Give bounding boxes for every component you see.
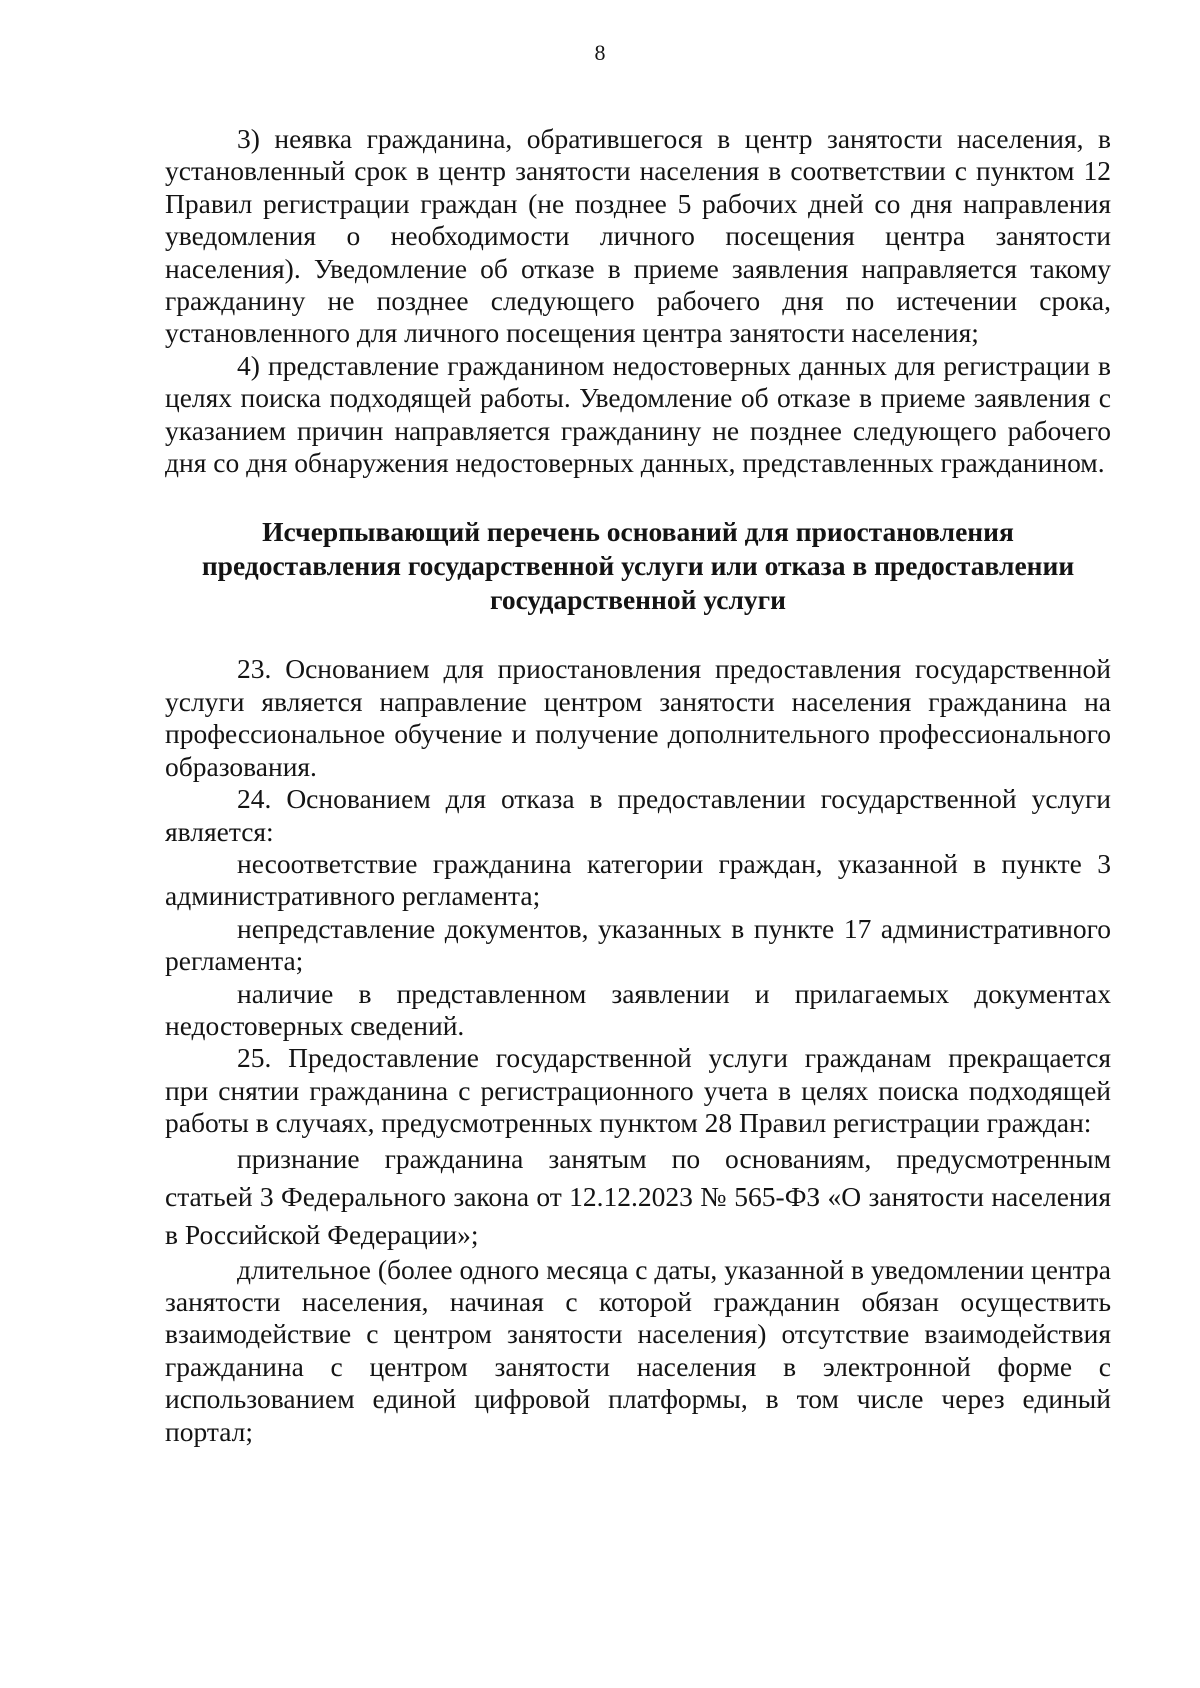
- paragraph-25-item-2: длительное (более одного месяца с даты, указанной в уведомлении центра занятости населения, начиная с которой гражданин обязан осуществить взаимодействие с центром занятости населения) отсутствие взаимодействия гражданина с центром занятости населения в электронной форме с использованием единой цифровой платформы, в том числе через единый портал;: [165, 1253, 1111, 1447]
- paragraph-25: 25. Предоставление государственной услуги гражданам прекращается при снятии гражданина с регистрационного учета в целях поиска подходящей работы в случаях, предусмотренных пунктом 28 Правил регистрации граждан:: [165, 1042, 1111, 1139]
- paragraph-item-4: 4) представление гражданином недостоверных данных для регистрации в целях поиска подходящей работы. Уведомление об отказе в приеме заявления с указанием причин направляется гражданину не позднее следующего рабочего дня со дня обнаружения недостоверных данных, представленных гражданином.: [165, 349, 1111, 479]
- page-number: 8: [594, 40, 606, 65]
- paragraph-24-item-2: непредставление документов, указанных в пункте 17 административного регламента;: [165, 912, 1111, 977]
- paragraph-24-item-3: наличие в представленном заявлении и прилагаемых документах недостоверных сведений.: [165, 977, 1111, 1041]
- paragraph-23: 23. Основанием для приостановления предоставления государственной услуги является направление центром занятости населения гражданина на профессиональное обучение и получение дополнительного профессионального образования.: [165, 653, 1111, 782]
- paragraph-24: 24. Основанием для отказа в предоставлении государственной услуги является:: [165, 783, 1111, 847]
- paragraph-24-item-1: несоответствие гражданина категории граждан, указанной в пункте 3 административного регламента;: [165, 847, 1111, 912]
- section-heading: Исчерпывающий перечень оснований для приостановления предоставления государственной услуги или отказа в предоставлении государственной услуги: [201, 516, 1075, 616]
- paragraph-25-item-1: признание гражданина занятым по основаниям, предусмотренным статьей 3 Федерального закона от 12.12.2023 № 565-ФЗ «О занятости населения в Российской Федерации»;: [165, 1142, 1111, 1250]
- paragraph-item-3: 3) неявка гражданина, обратившегося в центр занятости населения, в установленный срок в центр занятости населения в соответствии с пунктом 12 Правил регистрации граждан (не позднее 5 рабочих дней со дня направления уведомления о необходимости личного посещения центра занятости населения). Уведомление об отказе в приеме заявления направляется такому гражданину не позднее следующего рабочего дня по истечении срока, установленного для личного посещения центра занятости населения;: [165, 123, 1111, 349]
- document-body: [165, 123, 1111, 1448]
